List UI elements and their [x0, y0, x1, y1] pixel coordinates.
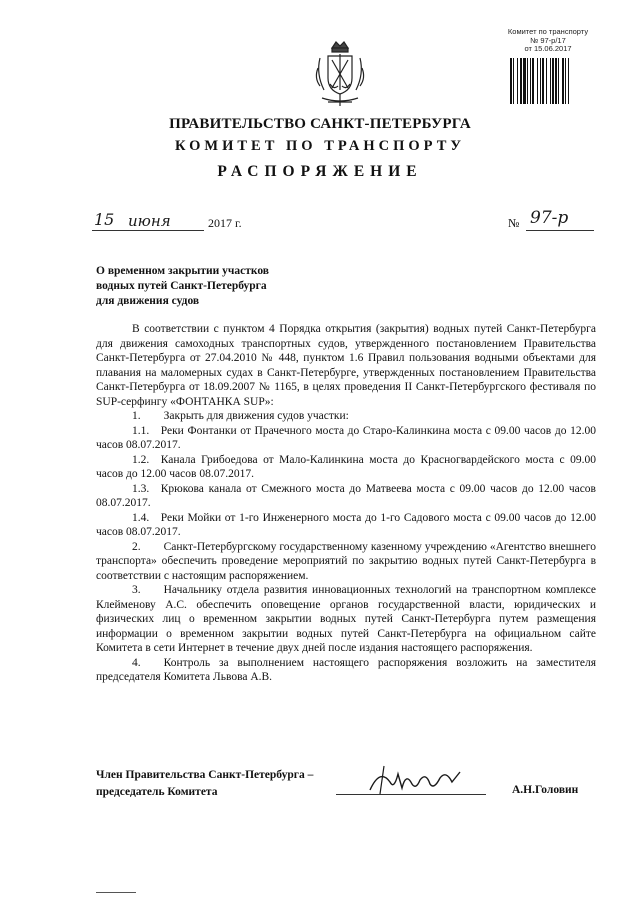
clause-2: 2. Санкт-Петербургскому государственному казенному учреждению «Агентство внешнего транспорта» обеспечить проведение мероприятий по закрытию водных путей Санкт-Петербурга в соответствии с настоящим распоряжением.	[96, 540, 596, 582]
date-year: 2017 г.	[208, 216, 242, 230]
signatory-position	[96, 767, 313, 801]
registration-stamp	[500, 28, 596, 54]
document-body	[96, 322, 596, 685]
stamp-line-2: № 97-р/17	[530, 35, 566, 45]
committee-name: КОМИТЕТ ПО ТРАНСПОРТУ	[174, 138, 466, 154]
number-underline	[526, 230, 594, 231]
clause-1-1: 1.1. Реки Фонтанки от Прачечного моста до Старо-Калинкина моста с 09.00 часов до 12.00 часов 08.07.2017.	[96, 424, 596, 451]
spb-coat-of-arms-icon	[310, 38, 370, 110]
number-value: 97-р	[530, 208, 569, 228]
government-name: ПРАВИТЕЛЬСТВО САНКТ-ПЕТЕРБУРГА	[169, 116, 471, 132]
clause-1: 1. Закрыть для движения судов участки:	[132, 410, 349, 422]
handwritten-signature-icon	[360, 760, 490, 800]
signatory-name: А.Н.Головин	[512, 784, 579, 796]
date-day: 15	[94, 210, 115, 229]
clause-1-2: 1.2. Канала Грибоедова от Мало-Калинкина моста до Красногвардейского моста с 09.00 часов до 12.00 часов 08.07.2017.	[96, 453, 596, 480]
clause-4: 4. Контроль за выполнением настоящего распоряжения возложить на заместителя председателя Комитета Львова А.В.	[96, 656, 596, 683]
document-title	[96, 264, 316, 309]
title-line-1: О временном закрытии участков	[96, 265, 269, 277]
document-type: РАСПОРЯЖЕНИЕ	[217, 163, 423, 180]
barcode-icon	[510, 58, 594, 104]
footer-mark	[96, 892, 136, 893]
title-line-3: для движения судов	[96, 295, 200, 307]
position-line-2: председатель Комитета	[96, 786, 218, 798]
date-underline	[92, 230, 204, 231]
date-month: июня	[128, 212, 171, 230]
title-line-2: водных путей Санкт-Петербурга	[96, 280, 267, 292]
document-date	[92, 210, 282, 234]
document-number	[508, 208, 598, 234]
clause-1-4: 1.4. Реки Мойки от 1-го Инженерного моста до 1-го Садового моста с 09.00 часов до 12.00 часов 08.07.2017.	[96, 511, 596, 538]
stamp-line-3: от 15.06.2017	[524, 44, 572, 53]
clause-1-3: 1.3. Крюкова канала от Смежного моста до Матвеева моста с 09.00 часов до 12.00 часов 08.07.2017.	[96, 482, 596, 509]
stamp-line-1: Комитет по транспорту	[507, 27, 589, 36]
clause-3: 3. Начальнику отдела развития инновационных технологий на транспортном комплексе Клейменову А.С. обеспечить оповещение органов государственной власти, юридических и физических лиц о временном закрытии водных путей Санкт-Петербурга путем размещения информации о временном закрытии водных путей Санкт-Петербурга на официальном сайте Комитета в сети Интернет в течение двух дней после издания настоящего распоряжения.	[96, 584, 596, 654]
number-prefix: №	[508, 216, 520, 230]
position-line-1: Член Правительства Санкт-Петербурга –	[96, 769, 314, 781]
intro-paragraph: В соответствии с пунктом 4 Порядка открытия (закрытия) водных путей Санкт-Петербурга для движения самоходных транспортных судов, утвержденного постановлением Правительства Санкт-Петербурга от 27.04.2010 № 448, пунктом 1.6 Правил пользования водными объектами для плавания на маломерных судах в Санкт-Петербурге, утвержденных постановлением Правительства Санкт-Петербурга от 18.09.2007 № 1165, в целях проведения II Санкт-Петербургского фестиваля по SUP-серфингу «ФОНТАНКА SUP»:	[96, 323, 596, 408]
